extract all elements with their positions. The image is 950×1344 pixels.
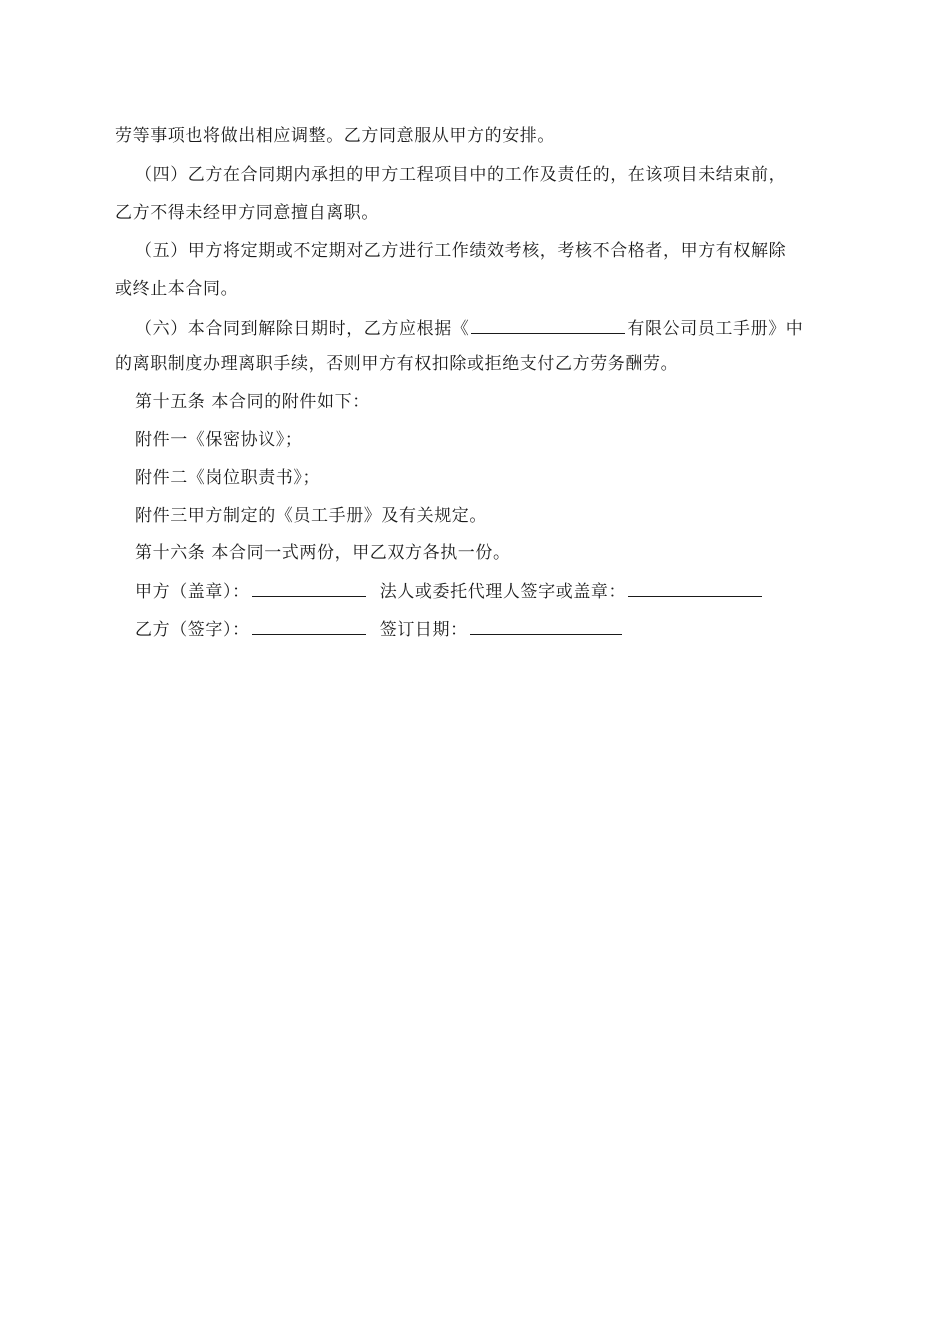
article-16: 第十六条 本合同一式两份，甲乙双方各执一份。: [135, 543, 511, 563]
signature-row-party-b: [135, 616, 624, 642]
clause-5-line-1: （五）甲方将定期或不定期对乙方进行工作绩效考核，考核不合格者，甲方有权解除: [135, 241, 787, 261]
clause-5-line-2: 或终止本合同。: [115, 279, 239, 299]
party-b-signature-blank[interactable]: [252, 616, 366, 635]
article-15: 第十五条 本合同的附件如下：: [135, 392, 370, 412]
attachment-2: 附件二《岗位职责书》；: [135, 468, 321, 488]
party-a-seal-blank[interactable]: [252, 578, 366, 597]
company-name-blank[interactable]: [471, 315, 625, 334]
clause-6-line-2: 的离职制度办理离职手续，否则甲方有权扣除或拒绝支付乙方劳务酬劳。: [115, 354, 679, 374]
clause-4-line-1: （四）乙方在合同期内承担的甲方工程项目中的工作及责任的，在该项目未结束前，: [135, 165, 787, 185]
attachment-3: 附件三甲方制定的《员工手册》及有关规定。: [135, 506, 487, 526]
paragraph-continuation: 劳等事项也将做出相应调整。乙方同意服从甲方的安排。: [115, 126, 555, 146]
party-a-label: 甲方（盖章）：: [135, 582, 250, 602]
party-b-label: 乙方（签字）：: [135, 620, 250, 640]
sign-date-blank[interactable]: [470, 616, 622, 635]
signature-row-party-a: [135, 578, 764, 604]
clause-6-line-1: [135, 315, 803, 341]
sign-date-label: 签订日期：: [379, 620, 468, 640]
clause-4-line-2: 乙方不得未经甲方同意擅自离职。: [115, 203, 379, 223]
legal-rep-label: 法人或委托代理人签字或盖章：: [379, 582, 627, 602]
legal-rep-signature-blank[interactable]: [628, 578, 762, 597]
clause-6-text-b: 有限公司员工手册》中: [627, 319, 804, 339]
attachment-1: 附件一《保密协议》；: [135, 430, 303, 450]
clause-6-text-a: （六）本合同到解除日期时，乙方应根据《: [135, 319, 470, 339]
